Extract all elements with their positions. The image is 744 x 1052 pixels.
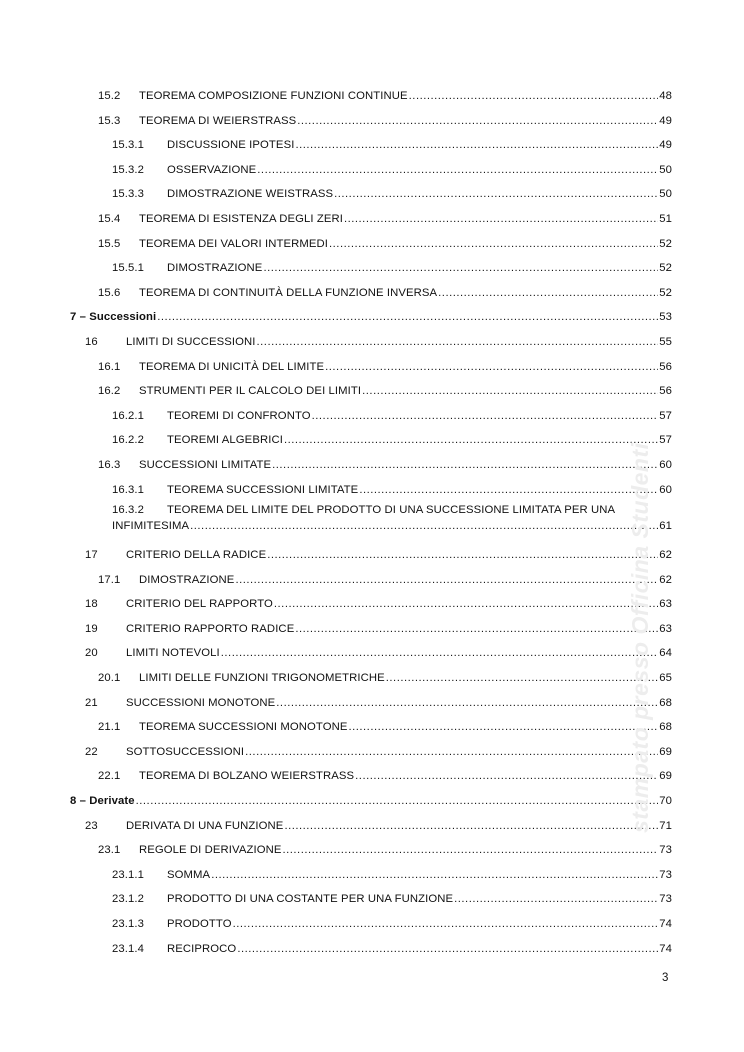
toc-entry-number: 20.1	[98, 672, 121, 685]
toc-entry[interactable]	[0, 207, 744, 232]
toc-entry-title: TEOREMA SUCCESSIONI MONOTONE	[139, 721, 348, 734]
toc-entry-title: PRODOTTO	[167, 918, 232, 930]
toc-entry-number: 23.1.3	[112, 918, 145, 930]
toc-chapter-title: 7 – Successioni	[70, 311, 157, 324]
dot-leader	[438, 281, 658, 306]
toc-entry-number: 16.3.1	[112, 483, 145, 496]
dot-leader	[267, 543, 658, 568]
dot-leader	[329, 232, 658, 257]
dot-leader	[334, 182, 658, 207]
dot-leader	[312, 404, 659, 429]
toc-entry-title: PRODOTTO DI UNA COSTANTE PER UNA FUNZIONE	[167, 893, 454, 906]
toc-entry-title: LIMITI DI SUCCESSIONI	[126, 335, 256, 348]
toc-entry-title: TEOREMA DEI VALORI INTERMEDI	[139, 237, 329, 250]
toc-entry-title: STRUMENTI PER IL CALCOLO DEI LIMITI	[139, 385, 362, 398]
toc-entry-page: 65	[659, 672, 672, 685]
dot-leader	[454, 887, 658, 912]
dot-leader	[245, 740, 658, 765]
toc-entry-page: 49	[659, 139, 672, 152]
toc-entry-number: 23.1.1	[112, 868, 145, 881]
toc-entry-page: 48	[659, 90, 672, 102]
watermark: stampato presso Officina Studenti	[627, 442, 653, 833]
toc-entry-number: 15.5.1	[112, 262, 145, 275]
toc-entry-title: TEOREMA DI BOLZANO WEIERSTRASS	[139, 770, 355, 783]
toc-entry-title: SUCCESSIONI MONOTONE	[126, 696, 276, 709]
dot-leader	[362, 379, 658, 404]
toc-entry-page: 74	[659, 942, 672, 955]
dot-leader	[409, 84, 659, 109]
toc-entry-title: LIMITI DELLE FUNZIONI TRIGONOMETRICHE	[139, 672, 385, 685]
toc-entry-title: DERIVATA DI UNA FUNZIONE	[126, 819, 284, 832]
toc-entry-page: 49	[659, 114, 672, 127]
toc-entry[interactable]	[0, 379, 744, 404]
toc-entry-title: TEOREMA DI WEIERSTRASS	[139, 114, 297, 127]
dot-leader	[386, 666, 658, 691]
toc-entry-page: 51	[659, 212, 672, 225]
toc-entry-page: 64	[659, 647, 672, 660]
toc-entry-number: 15.2	[98, 90, 121, 102]
toc-entry-page: 50	[659, 188, 672, 201]
toc-entry-title: TEOREMA SUCCESSIONI LIMITATE	[167, 483, 359, 496]
toc-entry-number: 18	[85, 598, 98, 611]
dot-leader	[295, 617, 658, 642]
dot-leader	[272, 453, 658, 478]
toc-entry-page: 50	[659, 163, 672, 176]
toc-entry-page: 69	[659, 745, 672, 758]
dot-leader	[257, 158, 658, 183]
toc-entry-number: 23.1.2	[112, 893, 145, 906]
dot-leader	[211, 863, 658, 888]
toc-entry-title: DIMOSTRAZIONE	[167, 262, 263, 275]
toc-entry-page: 71	[659, 819, 672, 832]
toc-entry-page: 57	[659, 409, 672, 422]
toc-entry[interactable]	[0, 912, 744, 937]
toc-entry-title: CRITERIO RAPPORTO RADICE	[126, 622, 295, 635]
toc-entry-title: REGOLE DI DERIVAZIONE	[139, 844, 282, 857]
toc-entry[interactable]	[0, 256, 744, 281]
toc-entry[interactable]	[0, 887, 744, 912]
toc-entry-title: SOTTOSUCCESSIONI	[126, 745, 245, 758]
toc-entry-title: SOMMA	[167, 868, 211, 881]
toc-entry-page: 52	[659, 286, 672, 299]
dot-leader	[235, 568, 658, 593]
toc-entry-number: 22.1	[98, 770, 121, 783]
dot-leader	[295, 133, 658, 158]
toc-entry-title: SUCCESSIONI LIMITATE	[139, 458, 272, 471]
toc-entry[interactable]	[0, 84, 744, 109]
toc-entry[interactable]	[0, 330, 744, 355]
toc-entry-number: 20	[85, 647, 98, 660]
toc-entry-number: 16.3	[98, 458, 121, 471]
toc-entry-number: 17	[85, 549, 98, 562]
toc-entry-number: 15.4	[98, 212, 121, 225]
toc-entry-page: 57	[659, 434, 672, 447]
toc-entry-number: 23	[85, 819, 98, 832]
toc-entry-title-continued: INFIMITESIMA	[112, 520, 190, 533]
dot-leader	[344, 207, 658, 232]
toc-entry-number: 17.1	[98, 573, 121, 586]
toc-entry-page: 73	[659, 893, 672, 906]
toc-entry-title: LIMITI NOTEVOLI	[126, 647, 220, 660]
toc-entry-number: 16.1	[98, 360, 121, 373]
page-number: 3	[662, 972, 669, 984]
toc-entry[interactable]	[0, 838, 744, 863]
dot-leader	[284, 814, 658, 839]
toc-entry-number: 15.3	[98, 114, 121, 127]
toc-entry[interactable]	[0, 109, 744, 134]
toc-entry[interactable]	[0, 133, 744, 158]
toc-entry-page: 68	[659, 696, 672, 709]
toc-entry-page: 56	[659, 385, 672, 398]
toc-entry-number: 15.3.1	[112, 139, 145, 152]
toc-entry[interactable]	[0, 863, 744, 888]
toc-entry-page: 74	[659, 918, 672, 930]
toc-entry-number: 16	[85, 335, 98, 348]
dot-leader	[136, 789, 659, 814]
toc-entry-title: TEOREMA DI UNICITÀ DEL LIMITE	[139, 360, 325, 373]
dot-leader	[348, 715, 658, 740]
toc-entry-number: 22	[85, 745, 98, 758]
dot-leader	[284, 428, 658, 453]
toc-entry-number: 15.6	[98, 286, 121, 299]
toc-entry-title: TEOREMA DI CONTINUITÀ DELLA FUNZIONE INVERSA	[139, 286, 438, 299]
toc-entry-page: 61	[659, 520, 672, 533]
toc-entry-page: 62	[659, 573, 672, 586]
toc-entry-number: 16.2.1	[112, 409, 145, 422]
toc-entry-page: 53	[659, 311, 672, 324]
toc-entry-page: 52	[659, 262, 672, 275]
dot-leader	[355, 764, 658, 789]
toc-entry-number: 16.2	[98, 385, 121, 398]
toc-entry-title: CRITERIO DELLA RADICE	[126, 549, 267, 562]
toc-entry-title: TEOREMA DEL LIMITE DEL PRODOTTO DI UNA SUCCESSIONE LIMITATA PER UNA	[167, 504, 616, 517]
dot-leader	[257, 330, 659, 355]
dot-leader	[263, 256, 658, 281]
toc-entry-number: 15.3.3	[112, 188, 145, 201]
dot-leader	[237, 937, 658, 962]
toc-entry-page: 55	[659, 335, 672, 348]
toc-entry-page: 52	[659, 237, 672, 250]
toc-entry-number: 23.1.4	[112, 942, 145, 955]
dot-leader	[157, 305, 658, 330]
toc-entry-number: 21.1	[98, 721, 121, 734]
toc-entry[interactable]	[0, 182, 744, 207]
dot-leader	[283, 838, 659, 863]
dot-leader	[190, 514, 658, 539]
toc-chapter-title: 8 – Derivate	[70, 795, 135, 808]
toc-entry-page: 56	[659, 360, 672, 373]
toc-entry-title: CRITERIO DEL RAPPORTO	[126, 598, 273, 611]
toc-entry-page: 69	[659, 770, 672, 783]
toc-entry-page: 60	[659, 458, 672, 471]
toc-entry-page: 63	[659, 622, 672, 635]
toc-entry-title: DIMOSTRAZIONE WEISTRASS	[167, 188, 334, 201]
toc-entry-number: 16.2.2	[112, 434, 145, 447]
toc-entry-number: 15.5	[98, 237, 121, 250]
toc-entry-page: 60	[659, 483, 672, 496]
dot-leader	[221, 641, 658, 666]
toc-entry-title: TEOREMI ALGEBRICI	[167, 434, 283, 447]
toc-entry-title: OSSERVAZIONE	[167, 163, 257, 176]
toc-entry-number: 16.3.2	[112, 504, 145, 517]
toc-entry-title: TEOREMA COMPOSIZIONE FUNZIONI CONTINUE	[139, 90, 408, 102]
toc-entry-page: 63	[659, 598, 672, 611]
toc-entry[interactable]	[0, 404, 744, 429]
toc-entry-number: 21	[85, 696, 98, 709]
toc-entry[interactable]	[0, 158, 744, 183]
toc-entry[interactable]	[0, 281, 744, 306]
toc-entry-title: TEOREMA DI ESISTENZA DEGLI ZERI	[139, 212, 343, 225]
toc-entry-number: 23.1	[98, 844, 121, 857]
toc-entry[interactable]	[0, 232, 744, 257]
dot-leader	[233, 912, 659, 937]
toc-entry[interactable]	[0, 305, 744, 330]
toc-entry-title: DIMOSTRAZIONE	[139, 573, 235, 586]
dot-leader	[276, 691, 658, 716]
toc-entry-title: TEOREMI DI CONFRONTO	[167, 409, 311, 422]
toc-entry-page: 70	[659, 795, 672, 808]
toc-entry-page: 73	[659, 844, 672, 857]
toc-entry-number: 19	[85, 622, 98, 635]
dot-leader	[274, 592, 658, 617]
toc-entry-number: 15.3.2	[112, 163, 145, 176]
toc-entry-title: RECIPROCO	[167, 942, 237, 955]
dot-leader	[325, 355, 658, 380]
toc-entry[interactable]	[0, 355, 744, 380]
toc-entry-title: DISCUSSIONE IPOTESI	[167, 139, 295, 152]
toc-entry-page: 73	[659, 868, 672, 881]
toc-entry-page: 62	[659, 549, 672, 562]
dot-leader	[297, 109, 658, 134]
toc-entry-page: 68	[659, 721, 672, 734]
toc-entry[interactable]	[0, 937, 744, 962]
